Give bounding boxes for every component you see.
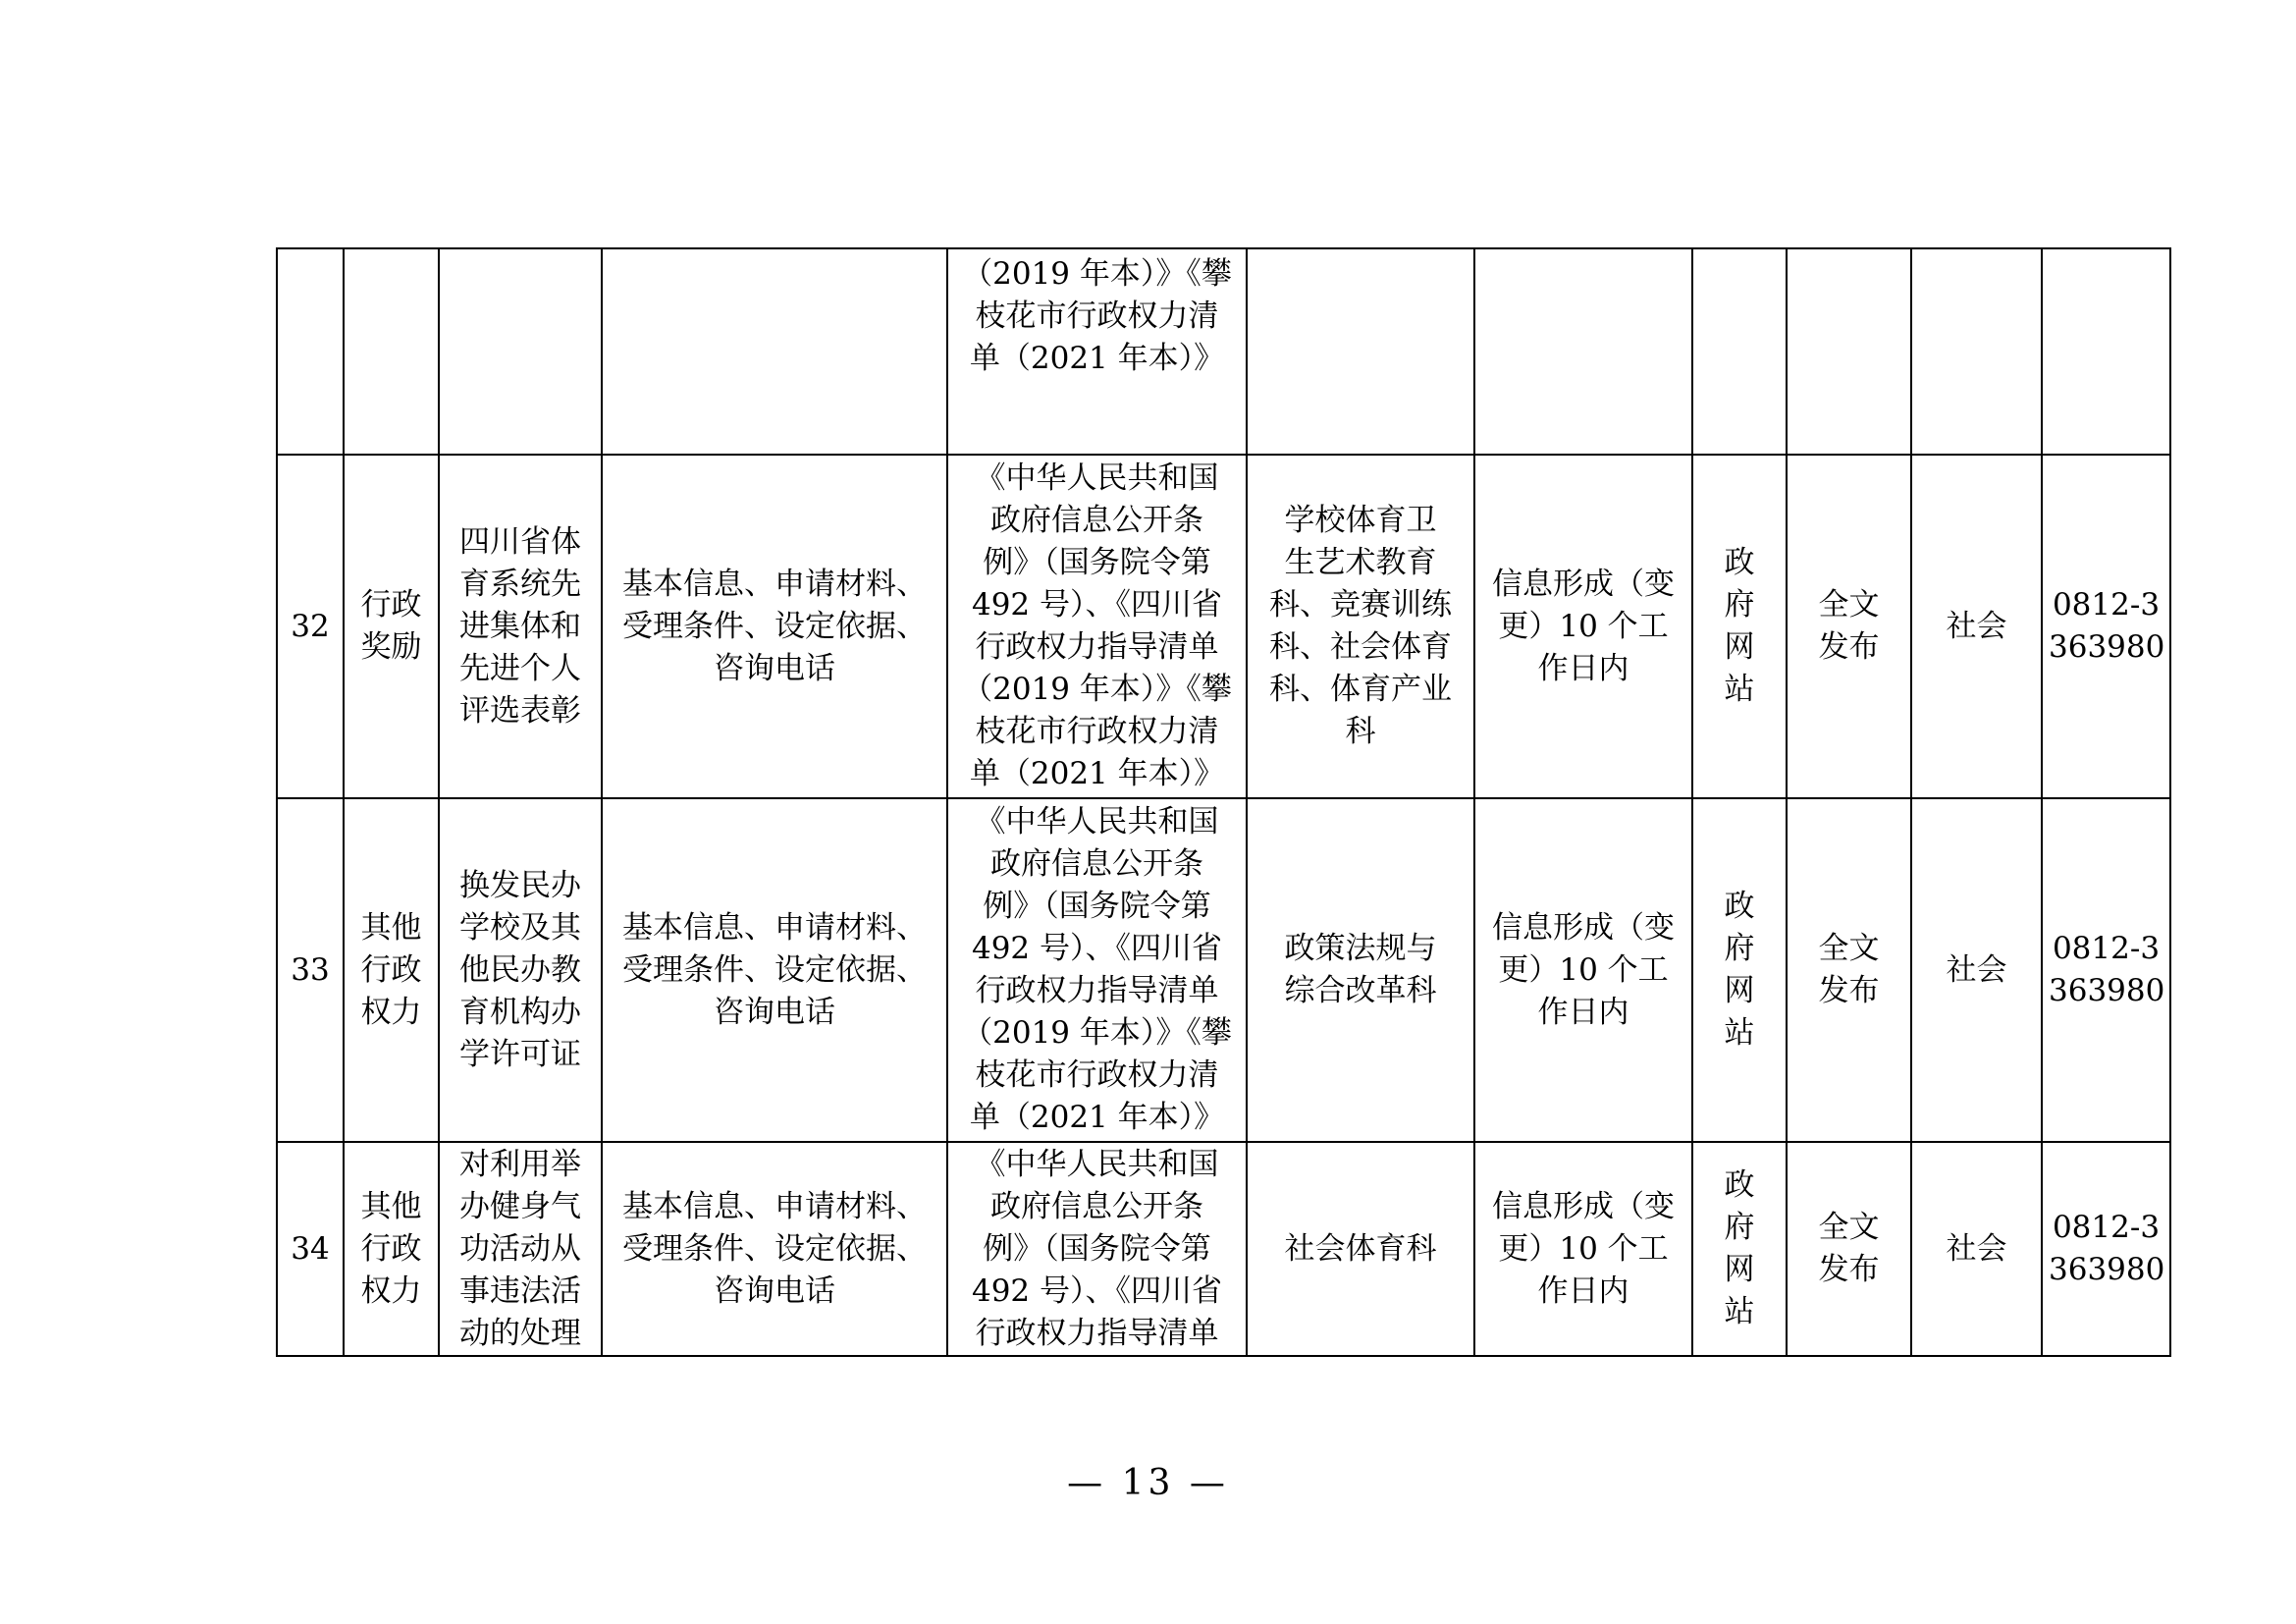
cell-basis: 《中华人民共和国 政府信息公开条 例》（国务院令第 492 号）、《四川省 行政权力指导清单 （2019 年本）》《攀 枝花市行政权力清 单（2021 年本）》	[947, 455, 1247, 798]
cell-method: 全文 发布	[1787, 1142, 1911, 1356]
cell-method: 全文 发布	[1787, 455, 1911, 798]
cell-scope: 社会	[1911, 455, 2042, 798]
cell-department: 学校体育卫 生艺术教育 科、竞赛训练 科、社会体育 科、体育产业 科	[1247, 455, 1474, 798]
cell-method	[1787, 248, 1911, 455]
page-number: — 13 —	[1067, 1463, 1229, 1503]
cell-basis: 《中华人民共和国 政府信息公开条 例》（国务院令第 492 号）、《四川省 行政权力指导清单	[947, 1142, 1247, 1356]
cell-category: 行政 奖励	[344, 455, 439, 798]
cell-scope: 社会	[1911, 1142, 2042, 1356]
cell-time-limit: 信息形成（变 更）10 个工 作日内	[1474, 798, 1692, 1142]
cell-item	[439, 248, 602, 455]
cell-department: 社会体育科	[1247, 1142, 1474, 1356]
cell-no	[277, 248, 344, 455]
cell-content: 基本信息、申请材料、 受理条件、设定依据、 咨询电话	[602, 455, 947, 798]
table-row	[277, 455, 2170, 798]
cell-scope: 社会	[1911, 798, 2042, 1142]
cell-time-limit: 信息形成（变 更）10 个工 作日内	[1474, 455, 1692, 798]
cell-basis: 《中华人民共和国 政府信息公开条 例》（国务院令第 492 号）、《四川省 行政权力指导清单 （2019 年本）》《攀 枝花市行政权力清 单（2021 年本）》	[947, 798, 1247, 1142]
cell-no: 34	[277, 1142, 344, 1356]
cell-channel	[1692, 248, 1787, 455]
cell-category	[344, 248, 439, 455]
cell-content: 基本信息、申请材料、 受理条件、设定依据、 咨询电话	[602, 798, 947, 1142]
cell-time-limit: 信息形成（变 更）10 个工 作日内	[1474, 1142, 1692, 1356]
cell-item: 四川省体 育系统先 进集体和 先进个人 评选表彰	[439, 455, 602, 798]
cell-time-limit	[1474, 248, 1692, 455]
cell-item: 换发民办 学校及其 他民办教 育机构办 学许可证	[439, 798, 602, 1142]
cell-scope	[1911, 248, 2042, 455]
cell-channel: 政 府 网 站	[1692, 1142, 1787, 1356]
cell-item: 对利用举 办健身气 功活动从 事违法活 动的处理	[439, 1142, 602, 1356]
cell-category: 其他 行政 权力	[344, 1142, 439, 1356]
cell-content: 基本信息、申请材料、 受理条件、设定依据、 咨询电话	[602, 1142, 947, 1356]
cell-no: 33	[277, 798, 344, 1142]
table-row-continued	[277, 248, 2170, 455]
disclosure-table	[276, 247, 2171, 1357]
cell-phone: 0812-3 363980	[2042, 798, 2170, 1142]
cell-channel: 政 府 网 站	[1692, 798, 1787, 1142]
table-row	[277, 798, 2170, 1142]
cell-department	[1247, 248, 1474, 455]
cell-content	[602, 248, 947, 455]
cell-no: 32	[277, 455, 344, 798]
cell-basis: （2019 年本）》《攀 枝花市行政权力清 单（2021 年本）》	[947, 248, 1247, 455]
cell-phone: 0812-3 363980	[2042, 455, 2170, 798]
cell-category: 其他 行政 权力	[344, 798, 439, 1142]
cell-method: 全文 发布	[1787, 798, 1911, 1142]
cell-phone	[2042, 248, 2170, 455]
cell-phone: 0812-3 363980	[2042, 1142, 2170, 1356]
table-row	[277, 1142, 2170, 1356]
cell-department: 政策法规与 综合改革科	[1247, 798, 1474, 1142]
cell-channel: 政 府 网 站	[1692, 455, 1787, 798]
